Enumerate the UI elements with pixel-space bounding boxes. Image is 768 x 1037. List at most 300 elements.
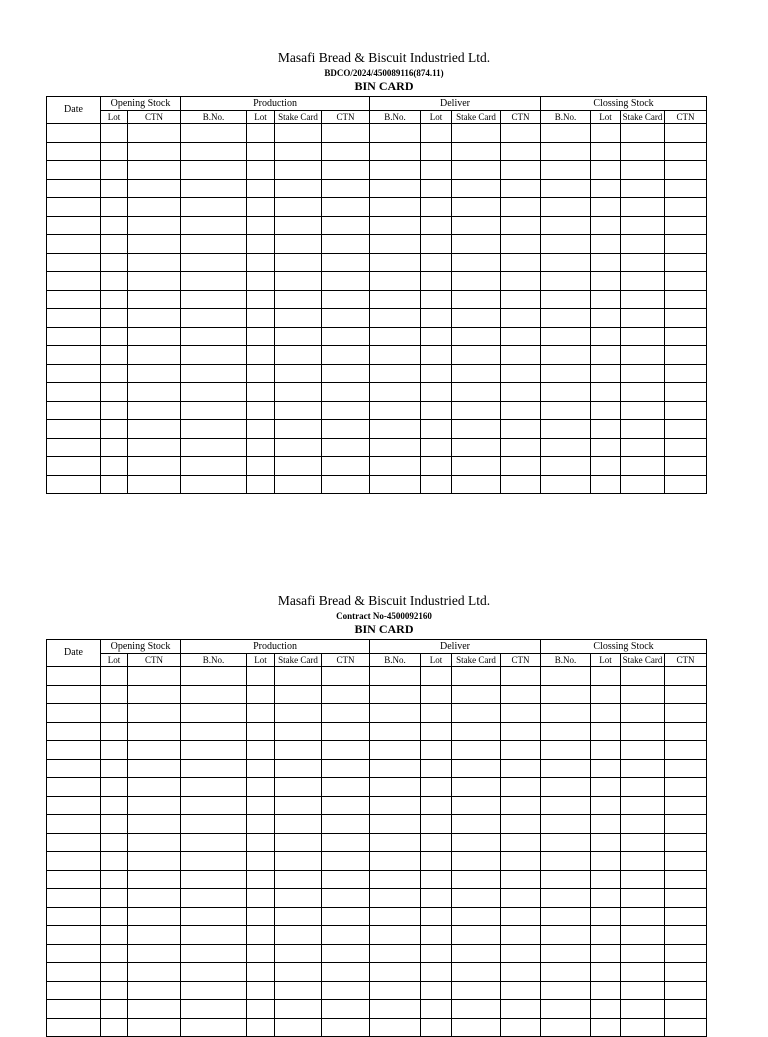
table-cell: [275, 796, 322, 815]
table-cell: [541, 944, 591, 963]
table-cell: [247, 907, 275, 926]
table-cell: [501, 685, 541, 704]
company-name: Masafi Bread & Biscuit Industried Ltd.: [277, 50, 491, 65]
table-cell: [421, 907, 452, 926]
table-cell: [370, 420, 421, 439]
table-row: [47, 870, 707, 889]
table-cell: [665, 475, 707, 494]
table-cell: [247, 981, 275, 1000]
table-cell: [591, 142, 621, 161]
table-cell: [101, 944, 128, 963]
table-cell: [421, 1018, 452, 1037]
table-cell: [665, 1018, 707, 1037]
header-opening-ctn: CTN: [128, 111, 181, 124]
table-cell: [452, 815, 501, 834]
table-cell: [128, 235, 181, 254]
header-deliver: Deliver: [370, 640, 541, 654]
table-cell: [247, 870, 275, 889]
table-cell: [370, 944, 421, 963]
table-cell: [181, 963, 247, 982]
table-cell: [101, 346, 128, 365]
table-cell: [665, 722, 707, 741]
table-cell: [621, 290, 665, 309]
table-cell: [501, 475, 541, 494]
table-cell: [47, 457, 101, 476]
table-cell: [47, 981, 101, 1000]
table-cell: [501, 815, 541, 834]
table-cell: [370, 981, 421, 1000]
table-cell: [541, 1000, 591, 1019]
table-cell: [591, 815, 621, 834]
table-cell: [452, 235, 501, 254]
table-cell: [665, 815, 707, 834]
table-cell: [275, 383, 322, 402]
table-cell: [501, 704, 541, 723]
table-row: [47, 778, 707, 797]
table-cell: [247, 216, 275, 235]
table-cell: [181, 346, 247, 365]
table-cell: [181, 364, 247, 383]
table-cell: [501, 309, 541, 328]
table-cell: [275, 1000, 322, 1019]
table-row: [47, 216, 707, 235]
table-cell: [322, 667, 370, 686]
table-cell: [128, 475, 181, 494]
table-cell: [591, 926, 621, 945]
table-cell: [370, 870, 421, 889]
table-cell: [541, 438, 591, 457]
bin-card-2: [0, 593, 768, 665]
table-cell: [452, 216, 501, 235]
table-cell: [47, 907, 101, 926]
table-cell: [665, 364, 707, 383]
table-cell: [101, 290, 128, 309]
header-date: Date: [47, 640, 101, 667]
table-cell: [591, 722, 621, 741]
table-cell: [370, 475, 421, 494]
table-cell: [452, 963, 501, 982]
table-cell: [665, 457, 707, 476]
table-cell: [370, 907, 421, 926]
table-cell: [501, 420, 541, 439]
table-cell: [322, 364, 370, 383]
header-production: Production: [181, 640, 370, 654]
table-cell: [501, 889, 541, 908]
table-cell: [128, 438, 181, 457]
table-cell: [101, 216, 128, 235]
table-cell: [665, 704, 707, 723]
table-cell: [665, 926, 707, 945]
table-cell: [47, 142, 101, 161]
table-cell: [621, 216, 665, 235]
table-cell: [128, 926, 181, 945]
header-deliver-stake-card: Stake Card: [452, 654, 501, 667]
table-cell: [541, 475, 591, 494]
table-cell: [181, 216, 247, 235]
table-cell: [665, 759, 707, 778]
table-cell: [370, 235, 421, 254]
table-cell: [47, 438, 101, 457]
table-cell: [621, 457, 665, 476]
table-cell: [665, 907, 707, 926]
table-cell: [452, 926, 501, 945]
table-cell: [421, 981, 452, 1000]
header-production: Production: [181, 97, 370, 111]
table-cell: [665, 179, 707, 198]
table-cell: [47, 963, 101, 982]
table-cell: [501, 235, 541, 254]
table-cell: [322, 457, 370, 476]
table-cell: [181, 438, 247, 457]
table-cell: [452, 1000, 501, 1019]
table-cell: [621, 346, 665, 365]
table-cell: [501, 944, 541, 963]
table-cell: [101, 722, 128, 741]
table-cell: [621, 235, 665, 254]
table-cell: [128, 401, 181, 420]
table-cell: [181, 457, 247, 476]
table-cell: [275, 161, 322, 180]
table-cell: [101, 889, 128, 908]
table-cell: [181, 124, 247, 143]
table-cell: [275, 778, 322, 797]
table-cell: [591, 420, 621, 439]
table-cell: [181, 667, 247, 686]
table-cell: [621, 685, 665, 704]
table-cell: [247, 290, 275, 309]
table-cell: [275, 420, 322, 439]
table-cell: [541, 741, 591, 760]
table-cell: [541, 457, 591, 476]
table-cell: [181, 161, 247, 180]
table-cell: [128, 457, 181, 476]
table-cell: [47, 815, 101, 834]
table-cell: [47, 364, 101, 383]
table-cell: [541, 364, 591, 383]
table-cell: [591, 475, 621, 494]
table-cell: [181, 722, 247, 741]
header-deliver-lot: Lot: [421, 111, 452, 124]
table-cell: [322, 124, 370, 143]
table-cell: [322, 235, 370, 254]
table-cell: [275, 759, 322, 778]
table-cell: [421, 796, 452, 815]
table-cell: [370, 309, 421, 328]
table-cell: [541, 667, 591, 686]
table-cell: [665, 401, 707, 420]
table-row: [47, 179, 707, 198]
table-cell: [128, 667, 181, 686]
table-cell: [47, 161, 101, 180]
table-cell: [322, 889, 370, 908]
table-cell: [128, 963, 181, 982]
table-row: [47, 741, 707, 760]
table-cell: [665, 981, 707, 1000]
table-cell: [247, 161, 275, 180]
table-cell: [421, 457, 452, 476]
table-cell: [275, 364, 322, 383]
table-cell: [421, 963, 452, 982]
table-row: [47, 272, 707, 291]
header-closing-ctn: CTN: [665, 654, 707, 667]
table-cell: [275, 741, 322, 760]
table-cell: [128, 796, 181, 815]
table-cell: [181, 926, 247, 945]
reference-number: BDCO/2024/450089116(874.11): [324, 68, 444, 78]
table-row: [47, 704, 707, 723]
table-cell: [247, 272, 275, 291]
table-cell: [452, 346, 501, 365]
table-cell: [591, 759, 621, 778]
table-cell: [370, 346, 421, 365]
table-cell: [101, 309, 128, 328]
table-cell: [101, 833, 128, 852]
table-cell: [370, 364, 421, 383]
table-cell: [275, 290, 322, 309]
table-cell: [101, 963, 128, 982]
table-cell: [128, 852, 181, 871]
table-cell: [665, 290, 707, 309]
table-cell: [421, 364, 452, 383]
table-cell: [370, 161, 421, 180]
header-opening-lot: Lot: [101, 111, 128, 124]
table-cell: [421, 889, 452, 908]
table-cell: [275, 457, 322, 476]
table-cell: [591, 889, 621, 908]
table-cell: [181, 907, 247, 926]
table-cell: [128, 216, 181, 235]
table-cell: [101, 926, 128, 945]
table-cell: [47, 870, 101, 889]
table-cell: [181, 685, 247, 704]
table-cell: [452, 778, 501, 797]
table-cell: [452, 852, 501, 871]
table-cell: [128, 364, 181, 383]
table-cell: [101, 870, 128, 889]
table-cell: [47, 926, 101, 945]
header-closing-bno: B.No.: [541, 111, 591, 124]
table-cell: [275, 852, 322, 871]
table-cell: [47, 796, 101, 815]
table-cell: [275, 124, 322, 143]
table-cell: [128, 704, 181, 723]
table-cell: [181, 944, 247, 963]
table-cell: [128, 179, 181, 198]
table-cell: [591, 667, 621, 686]
table-row: [47, 327, 707, 346]
header-deliver-ctn: CTN: [501, 654, 541, 667]
table-cell: [421, 475, 452, 494]
table-cell: [541, 272, 591, 291]
table-cell: [421, 401, 452, 420]
table-cell: [621, 161, 665, 180]
table-cell: [501, 667, 541, 686]
header-production-stake-card: Stake Card: [275, 654, 322, 667]
table-cell: [621, 383, 665, 402]
table-cell: [421, 346, 452, 365]
table-cell: [421, 870, 452, 889]
table-cell: [370, 438, 421, 457]
table-row: [47, 161, 707, 180]
table-cell: [181, 833, 247, 852]
card-title: BIN CARD: [354, 79, 414, 93]
table-cell: [275, 667, 322, 686]
table-cell: [541, 309, 591, 328]
table-cell: [541, 833, 591, 852]
table-cell: [541, 870, 591, 889]
table-cell: [421, 438, 452, 457]
table-row: [47, 438, 707, 457]
table-cell: [541, 179, 591, 198]
table-row: [47, 907, 707, 926]
table-cell: [452, 475, 501, 494]
table-cell: [247, 778, 275, 797]
table-cell: [128, 290, 181, 309]
table-cell: [621, 778, 665, 797]
table-cell: [501, 852, 541, 871]
header-opening-lot: Lot: [101, 654, 128, 667]
table-body: [47, 124, 707, 494]
table-cell: [591, 124, 621, 143]
table-cell: [452, 309, 501, 328]
table-cell: [421, 272, 452, 291]
table-cell: [275, 346, 322, 365]
table-cell: [370, 327, 421, 346]
table-cell: [322, 741, 370, 760]
table-cell: [128, 253, 181, 272]
table-cell: [501, 907, 541, 926]
header-closing-lot: Lot: [591, 111, 621, 124]
table-cell: [591, 778, 621, 797]
table-cell: [591, 383, 621, 402]
table-cell: [275, 253, 322, 272]
table-cell: [181, 870, 247, 889]
table-cell: [621, 179, 665, 198]
table-cell: [322, 926, 370, 945]
table-cell: [421, 235, 452, 254]
table-row: [47, 290, 707, 309]
table-cell: [621, 926, 665, 945]
table-cell: [181, 475, 247, 494]
table-cell: [247, 833, 275, 852]
table-cell: [501, 142, 541, 161]
table-cell: [665, 741, 707, 760]
table-cell: [370, 383, 421, 402]
table-cell: [181, 778, 247, 797]
table-cell: [181, 889, 247, 908]
table-cell: [591, 741, 621, 760]
table-cell: [275, 704, 322, 723]
table-cell: [621, 420, 665, 439]
table-cell: [47, 759, 101, 778]
table-cell: [322, 722, 370, 741]
table-cell: [101, 457, 128, 476]
table-cell: [275, 870, 322, 889]
table-cell: [501, 346, 541, 365]
table-row: [47, 235, 707, 254]
table-cell: [452, 383, 501, 402]
table-cell: [247, 364, 275, 383]
table-cell: [275, 179, 322, 198]
table-cell: [47, 216, 101, 235]
table-cell: [370, 401, 421, 420]
table-cell: [322, 704, 370, 723]
table-cell: [665, 235, 707, 254]
table-cell: [452, 142, 501, 161]
table-cell: [47, 833, 101, 852]
table-cell: [421, 327, 452, 346]
table-cell: [128, 889, 181, 908]
table-row: [47, 889, 707, 908]
table-cell: [181, 796, 247, 815]
table-cell: [47, 741, 101, 760]
contract-number: Contract No-4500092160: [336, 611, 432, 621]
table-cell: [101, 704, 128, 723]
table-cell: [665, 889, 707, 908]
table-cell: [47, 1000, 101, 1019]
table-cell: [181, 179, 247, 198]
table-row: [47, 667, 707, 686]
table-cell: [541, 704, 591, 723]
table-cell: [181, 142, 247, 161]
header-deliver-ctn: CTN: [501, 111, 541, 124]
table-cell: [452, 981, 501, 1000]
table-cell: [247, 926, 275, 945]
table-cell: [541, 796, 591, 815]
table-cell: [621, 327, 665, 346]
table-cell: [275, 944, 322, 963]
table-cell: [322, 142, 370, 161]
table-row: [47, 1018, 707, 1037]
table-cell: [665, 216, 707, 235]
table-cell: [621, 1000, 665, 1019]
bin-card-table: [46, 96, 707, 494]
table-cell: [621, 272, 665, 291]
table-cell: [47, 309, 101, 328]
header-production-lot: Lot: [247, 111, 275, 124]
table-cell: [591, 981, 621, 1000]
table-cell: [181, 309, 247, 328]
table-cell: [621, 889, 665, 908]
table-cell: [181, 327, 247, 346]
table-cell: [128, 907, 181, 926]
table-cell: [452, 741, 501, 760]
table-cell: [421, 1000, 452, 1019]
table-cell: [452, 161, 501, 180]
table-cell: [128, 272, 181, 291]
table-cell: [370, 685, 421, 704]
table-row: [47, 475, 707, 494]
table-cell: [665, 852, 707, 871]
table-cell: [541, 722, 591, 741]
table-cell: [370, 889, 421, 908]
table-cell: [541, 963, 591, 982]
table-cell: [247, 309, 275, 328]
table-cell: [275, 833, 322, 852]
table-cell: [181, 1018, 247, 1037]
table-cell: [322, 475, 370, 494]
table-cell: [247, 963, 275, 982]
table-cell: [501, 1000, 541, 1019]
table-cell: [128, 944, 181, 963]
table-cell: [370, 457, 421, 476]
table-cell: [421, 198, 452, 217]
table-cell: [247, 759, 275, 778]
table-cell: [101, 796, 128, 815]
table-cell: [247, 235, 275, 254]
table-cell: [621, 759, 665, 778]
table-cell: [275, 142, 322, 161]
